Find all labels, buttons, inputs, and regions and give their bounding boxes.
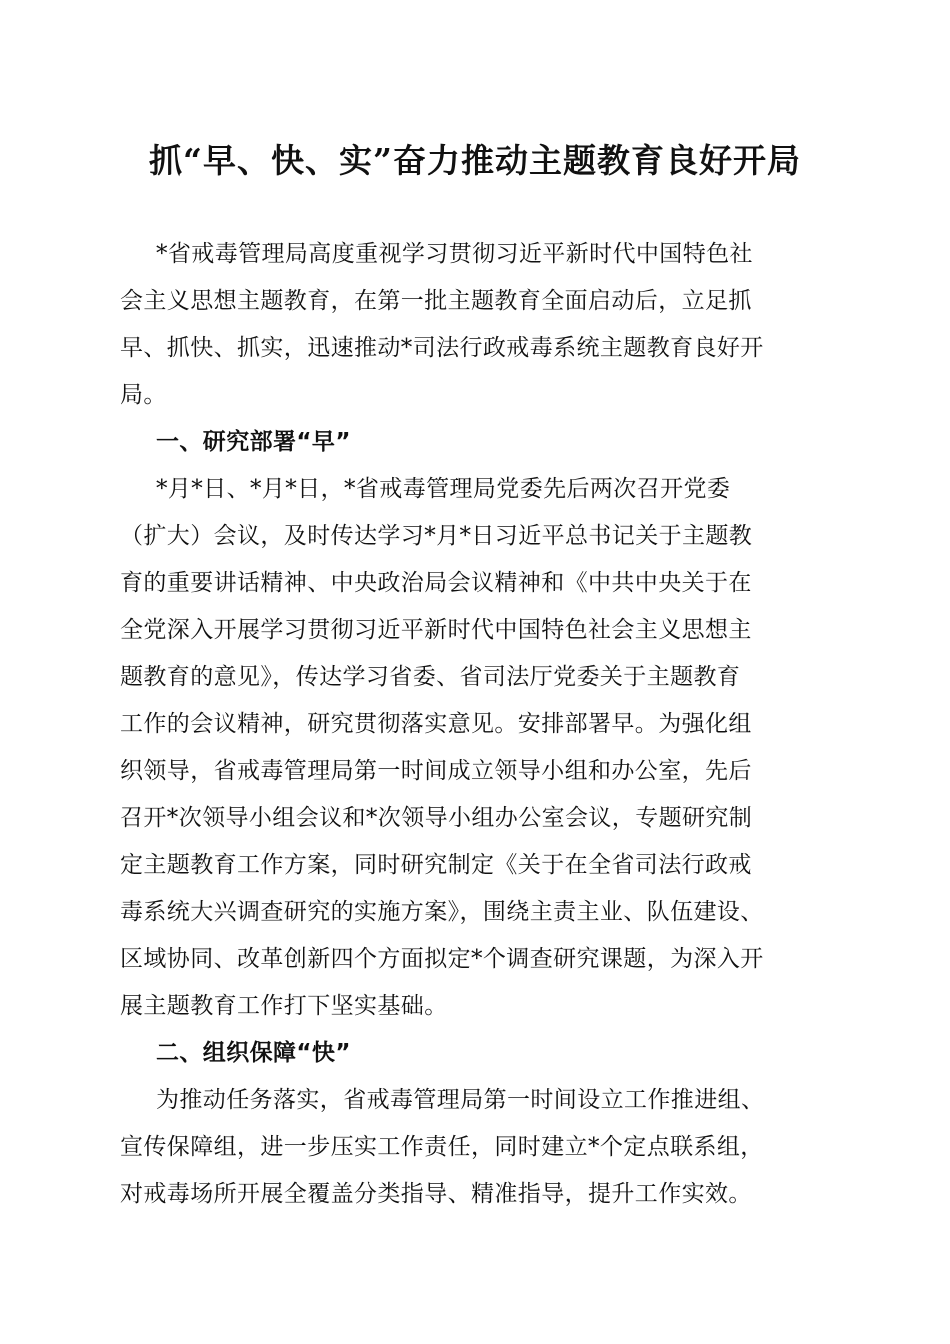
section-1-line: *月*日、*月*日，*省戒毒管理局党委先后两次召开党委 — [156, 476, 731, 502]
section-2-line: 宣传保障组，进一步压实工作责任，同时建立*个定点联系组， — [120, 1134, 764, 1160]
section-1-line: 定主题教育工作方案，同时研究制定《关于在全省司法行政戒 — [120, 852, 752, 878]
document-body — [120, 231, 835, 1218]
section-1-line: 题教育的意见》，传达学习省委、省司法厅党委关于主题教育 — [120, 664, 741, 690]
document-title: 抓“早、快、实”奋力推动主题教育良好开局 — [149, 141, 801, 180]
section-1-line: 工作的会议精神，研究贯彻落实意见。安排部署早。为强化组 — [120, 711, 752, 737]
intro-paragraph — [120, 231, 835, 419]
section-2-paragraph — [120, 1077, 835, 1218]
section-1-line: 全党深入开展学习贯彻习近平新时代中国特色社会主义思想主 — [120, 617, 752, 643]
section-2-line: 对戒毒场所开展全覆盖分类指导、精准指导，提升工作实效。 — [120, 1181, 752, 1207]
section-2-line: 为推动任务落实，省戒毒管理局第一时间设立工作推进组、 — [156, 1087, 765, 1113]
intro-line: *省戒毒管理局高度重视学习贯彻习近平新时代中国特色社 — [156, 241, 753, 267]
intro-line: 局。 — [120, 382, 167, 408]
section-1-line: 展主题教育工作打下坚实基础。 — [120, 993, 448, 1019]
section-1-line: 织领导，省戒毒管理局第一时间成立领导小组和办公室，先后 — [120, 758, 752, 784]
intro-line: 会主义思想主题教育，在第一批主题教育全面启动后，立足抓 — [120, 288, 752, 314]
section-1-line: 育的重要讲话精神、中央政治局会议精神和《中共中央关于在 — [120, 570, 752, 596]
intro-line: 早、抓快、抓实，迅速推动*司法行政戒毒系统主题教育良好开 — [120, 335, 764, 361]
section-1-paragraph — [120, 466, 835, 1030]
section-1-heading: 一、研究部署“早” — [156, 429, 351, 455]
section-1-line: 毒系统大兴调查研究的实施方案》，围绕主责主业、队伍建设、 — [120, 899, 764, 925]
section-1-line: （扩大）会议，及时传达学习*月*日习近平总书记关于主题教 — [120, 523, 753, 549]
section-1-line: 召开*次领导小组会议和*次领导小组办公室会议，专题研究制 — [120, 805, 753, 831]
section-1-line: 区域协同、改革创新四个方面拟定*个调查研究课题，为深入开 — [120, 946, 764, 972]
section-2-heading: 二、组织保障“快” — [156, 1040, 351, 1066]
